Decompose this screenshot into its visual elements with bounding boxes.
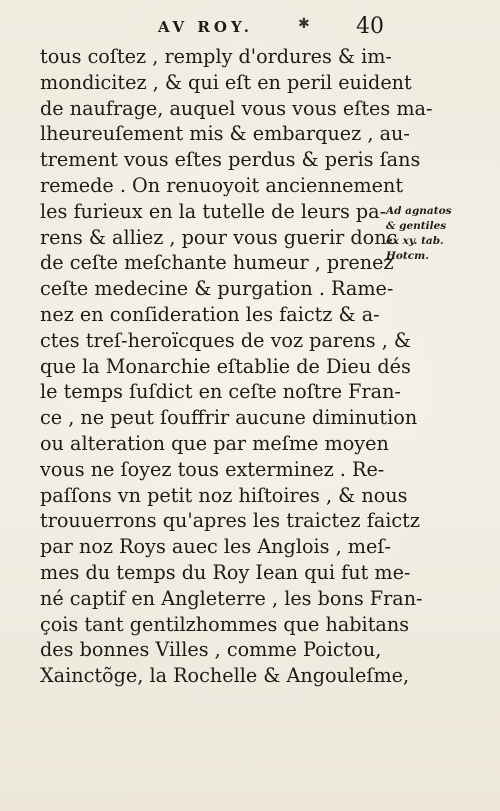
text-line: paſſons vn petit noz hiſtoires , & nous [40,483,408,507]
text-line: mes du temps du Roy Iean qui fut me- [40,560,411,584]
text-line: le temps ſuſdict en ceſte noſtre Fran- [40,380,401,404]
running-title: AV ROY. [158,18,253,36]
margin-note-line: Hotcm. [386,250,429,262]
text-line: tous coſtez , remply d'ordures & im- [40,45,392,68]
text-line: né captif en Angleterre , les bons Fran- [40,586,423,610]
text-line: lheureuſement mis & embarquez , au- [40,122,410,146]
margin-note-line: ex xy. tab. [386,235,444,247]
page-number: 40 [356,14,384,39]
text-line: ceſte medecine & purgation . Rame- [40,277,394,301]
text-line: remede . On renuoyoit anciennement [40,173,404,197]
text-line: mondicitez , & qui eſt en peril euident [40,70,412,94]
text-line: çois tant gentilzhommes que habitans [40,612,410,636]
text-line: trouuerrons qu'apres les traictez faictz [40,509,420,533]
text-line: les furieux en la tutelle de leurs pa- [40,199,387,223]
text-line: de ceſte meſchante humeur , prenez [40,251,394,275]
text-line: nez en conſideration les faictz & a- [40,302,380,326]
text-line: que la Monarchie eſtablie de Dieu dés [40,354,411,378]
text-line: ce , ne peut ſouffrir aucune diminution [40,406,418,430]
text-line: vous ne ſoyez tous exterminez . Re- [40,457,385,481]
text-line: rens & alliez , pour vous guerir donc [40,225,398,249]
ornament-icon: ✱ [298,16,310,32]
text-line: de naufrage, auquel vous vous eſtes ma- [40,96,433,120]
text-line: Xainctõge, la Rochelle & Angouleſme, [40,664,410,688]
margin-note-line: & gentiles [386,220,447,232]
text-line: des bonnes Villes , comme Poictou, [40,638,382,662]
text-line: trement vous eſtes perdus & peris ſans [40,148,421,172]
text-line: par noz Roys auec les Anglois , meſ- [40,535,391,559]
margin-note-line: Ad agnatos [386,205,452,217]
text-line: ctes treſ-heroïcques de voz parens , & [40,328,412,352]
margin-note [386,204,496,264]
text-line: ou alteration que par meſme moyen [40,431,389,455]
